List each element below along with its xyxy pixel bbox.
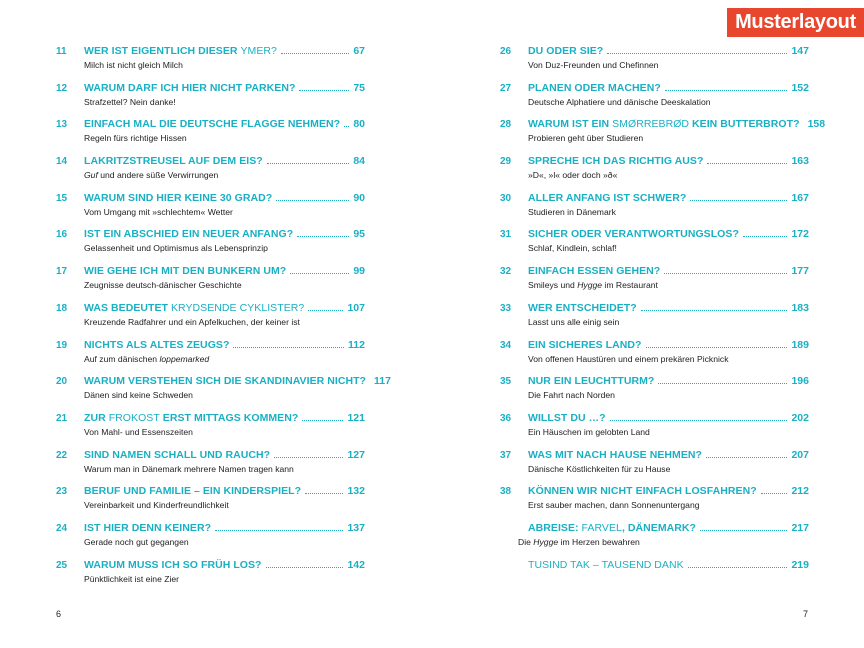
toc-entry (56, 302, 365, 339)
toc-entry (500, 375, 809, 412)
chapter-number: 28 (500, 119, 512, 131)
toc-entry (56, 155, 365, 192)
chapter-subtitle (528, 207, 809, 218)
toc-entry (500, 522, 809, 559)
chapter-subtitle (528, 97, 809, 108)
chapter-number: 18 (56, 302, 68, 314)
toc-entry (56, 485, 365, 522)
toc-entry (500, 559, 809, 596)
chapter-subtitle-segment: im Herzen bewahren (558, 536, 640, 547)
chapter-title-segment: IST EIN ABSCHIED EIN NEUER ANFANG? (84, 228, 294, 241)
toc-entry (500, 265, 809, 302)
chapter-title (84, 375, 366, 387)
chapter-title-segment: NICHTS ALS ALTES ZEUGS? (84, 338, 230, 351)
dot-leader (743, 235, 788, 237)
toc-entry-heading (500, 155, 809, 170)
chapter-title-segment: KEIN BUTTERBROT? (689, 118, 800, 131)
chapter-subtitle-segment: Zeugnisse deutsch-dänischer Geschichte (84, 280, 242, 291)
chapter-subtitle (84, 390, 365, 401)
dot-leader (297, 235, 349, 237)
toc-entry-heading (56, 192, 365, 207)
chapter-number: 31 (500, 229, 512, 241)
chapter-title-segment: NUR EIN LEUCHTTURM? (528, 375, 655, 388)
toc-entry-heading (56, 228, 365, 243)
chapter-page-number: 196 (791, 375, 809, 388)
chapter-subtitle (528, 500, 809, 511)
dot-leader (688, 566, 788, 568)
toc-entry-heading (56, 339, 365, 354)
chapter-subtitle (84, 133, 365, 144)
chapter-title (528, 118, 800, 130)
chapter-title-segment: ERST MITTAGS KOMMEN? (159, 411, 299, 424)
toc-entry (56, 192, 365, 229)
chapter-title-segment: WER IST EIGENTLICH DIESER (84, 45, 241, 57)
toc-entry-heading (56, 375, 391, 390)
dot-leader (707, 162, 787, 164)
musterlayout-badge: Musterlayout (727, 8, 864, 37)
chapter-title (528, 265, 660, 277)
chapter-page-number: 117 (374, 375, 391, 388)
dot-leader (302, 419, 343, 421)
toc-entry (500, 82, 809, 119)
chapter-page-number: 189 (791, 338, 809, 351)
chapter-subtitle-segment: Gelassenheit und Optimismus als Lebensprinzip (84, 243, 268, 254)
chapter-subtitle-segment: Kreuzende Radfahrer und ein Apfelkuchen, der keiner ist (84, 316, 300, 327)
chapter-number: 11 (56, 46, 67, 57)
chapter-title (84, 118, 340, 130)
toc-entry-heading (500, 559, 809, 574)
chapter-title-segment: WARUM SIND HIER KEINE 30 GRAD? (84, 191, 273, 204)
chapter-page-number: 67 (353, 45, 365, 57)
dot-leader (646, 346, 788, 348)
chapter-title (84, 302, 304, 314)
chapter-subtitle-segment: Ein Häuschen im gelobten Land (528, 426, 650, 437)
toc-entry-heading (56, 485, 365, 500)
dot-leader (607, 52, 787, 54)
chapter-page-number: 121 (347, 411, 365, 424)
chapter-subtitle-segment: »D«, »l« oder doch »ð« (528, 170, 618, 181)
chapter-page-number: 217 (791, 521, 809, 534)
dot-leader (308, 309, 343, 311)
chapter-number: 37 (500, 449, 512, 461)
chapter-title-segment: ZUR (84, 411, 109, 424)
dot-leader (658, 382, 787, 384)
chapter-title-danish-term: FARVEL (581, 521, 622, 534)
chapter-title-danish-term: SMØRREBRØD (612, 118, 690, 131)
toc-entry (56, 82, 365, 119)
chapter-title (528, 339, 642, 351)
chapter-subtitle-segment: und andere süße Verwirrungen (97, 170, 219, 181)
chapter-title (84, 155, 263, 167)
chapter-subtitle (528, 133, 809, 144)
dot-leader (706, 456, 788, 458)
chapter-subtitle-segment: Von Duz-Freunden und Chefinnen (528, 60, 659, 70)
chapter-subtitle-segment: Dänen sind keine Schweden (84, 390, 193, 401)
toc-entry-heading (56, 449, 365, 464)
dot-leader (215, 529, 343, 531)
chapter-title-segment: KÖNNEN WIR NICHT EINFACH LOSFAHREN? (528, 485, 757, 498)
chapter-title-segment: EINFACH MAL DIE DEUTSCHE FLAGGE NEHMEN? (84, 118, 341, 131)
dot-leader (641, 309, 788, 311)
chapter-subtitle-segment: Smileys und (528, 280, 578, 291)
chapter-title-danish-term: KRYDSENDE CYKLISTER? (171, 301, 305, 314)
chapter-number: 34 (500, 339, 512, 351)
chapter-subtitle-segment: Warum man in Dänemark mehrere Namen tragen kann (84, 463, 294, 474)
chapter-number: 33 (500, 302, 512, 314)
chapter-title-segment: DU ODER SIE? (528, 45, 604, 57)
chapter-subtitle-segment: im Restaurant (602, 280, 658, 291)
dot-leader (299, 89, 349, 91)
chapter-page-number: 219 (791, 558, 809, 571)
chapter-title (84, 412, 298, 424)
chapter-number: 17 (56, 266, 68, 278)
chapter-subtitle-segment: Milch ist nicht gleich Milch (84, 60, 183, 70)
chapter-number: 21 (56, 412, 68, 424)
chapter-subtitle (84, 280, 365, 291)
chapter-page-number: 137 (347, 521, 365, 534)
chapter-title-segment: WARUM IST EIN (528, 118, 613, 131)
chapter-number: 30 (500, 192, 512, 204)
toc-entry-heading (56, 559, 365, 574)
chapter-subtitle-segment: Deutsche Alphatiere und dänische Deeskalation (528, 96, 711, 107)
chapter-number: 27 (500, 82, 512, 94)
chapter-number: 12 (56, 82, 68, 94)
chapter-subtitle-segment: Strafzettel? Nein danke! (84, 96, 176, 107)
dot-leader (305, 492, 343, 494)
chapter-subtitle-segment: Vom Umgang mit »schlechtem« Wetter (84, 206, 233, 217)
toc-entry-heading (56, 118, 365, 133)
page-number-left: 6 (56, 609, 62, 619)
toc-entry-heading (56, 302, 365, 317)
chapter-subtitle-segment: Erst sauber machen, dann Sonnenuntergang (528, 500, 700, 511)
chapter-title-segment: WAS MIT NACH HAUSE NEHMEN? (528, 448, 702, 461)
chapter-subtitle-segment: Studieren in Dänemark (528, 206, 616, 217)
chapter-subtitle-segment: Regeln fürs richtige Hissen (84, 133, 187, 144)
toc-entry-heading (56, 155, 365, 170)
chapter-title-segment: SICHER ODER VERANTWORTUNGSLOS? (528, 228, 739, 241)
chapter-subtitle-segment: Pünktlichkeit ist eine Zier (84, 573, 180, 584)
chapter-number: 35 (500, 376, 512, 388)
chapter-title (84, 339, 229, 351)
toc-entry-heading (500, 302, 809, 317)
chapter-subtitle-segment: Von Mahl- und Essenszeiten (84, 426, 193, 437)
toc-entry (56, 375, 391, 412)
toc-entry (500, 449, 809, 486)
chapter-page-number: 127 (347, 448, 365, 461)
dot-leader (276, 199, 349, 201)
toc-entry (56, 412, 365, 449)
dot-leader (700, 529, 787, 531)
toc-entry (500, 118, 826, 155)
chapter-title-segment: WAS BEDEUTET (84, 301, 171, 314)
chapter-subtitle (528, 464, 809, 475)
chapter-title-segment: PLANEN ODER MACHEN? (528, 81, 661, 94)
toc-entry-heading (500, 449, 809, 464)
chapter-subtitle-italic: Guf (84, 170, 98, 181)
chapter-title (84, 228, 293, 240)
chapter-title (528, 45, 603, 57)
chapter-subtitle-segment: Schlaf, Kindlein, schlaf! (528, 243, 617, 254)
toc-entry-heading (500, 522, 809, 537)
chapter-subtitle (84, 500, 365, 511)
chapter-number: 32 (500, 266, 512, 278)
toc-entry-heading (56, 265, 365, 280)
chapter-subtitle-italic: Hygge (577, 280, 603, 291)
chapter-page-number: 152 (791, 81, 809, 94)
chapter-page-number: 212 (791, 485, 809, 498)
chapter-title (84, 449, 270, 461)
toc-entry-heading (500, 265, 809, 280)
chapter-title-segment: BERUF UND FAMILIE – EIN KINDERSPIEL? (84, 485, 302, 498)
chapter-page-number: 158 (807, 118, 826, 131)
chapter-title (528, 522, 696, 534)
toc-entry-heading (500, 192, 809, 207)
chapter-title (528, 449, 702, 461)
chapter-subtitle (84, 464, 365, 475)
chapter-subtitle (528, 354, 809, 365)
toc-entry (500, 228, 809, 265)
chapter-page-number: 90 (353, 191, 365, 204)
chapter-subtitle (528, 60, 809, 71)
toc-entry (56, 118, 365, 155)
toc-entry-heading (500, 485, 809, 500)
chapter-title (84, 45, 277, 57)
chapter-number: 25 (56, 559, 68, 571)
chapter-subtitle (528, 170, 809, 181)
chapter-number: 29 (500, 156, 512, 168)
chapter-title (84, 485, 301, 497)
dot-leader (281, 52, 349, 54)
chapter-subtitle-segment: Von offenen Haustüren und einem prekären Picknick (528, 353, 729, 364)
toc-entry (500, 485, 809, 522)
chapter-subtitle-segment: Auf zum dänischen (84, 353, 160, 364)
dot-leader (274, 456, 343, 458)
chapter-number: 13 (56, 119, 68, 131)
toc-entry (500, 412, 809, 449)
chapter-subtitle (84, 574, 365, 585)
chapter-number: 36 (500, 412, 512, 424)
chapter-page-number: 107 (347, 301, 365, 314)
chapter-page-number: 163 (791, 155, 809, 168)
toc-left-column (56, 45, 391, 595)
dot-leader (290, 272, 349, 274)
chapter-subtitle (84, 97, 365, 108)
toc-entry-heading (500, 339, 809, 354)
chapter-title (528, 155, 703, 167)
chapter-title (528, 82, 661, 94)
chapter-subtitle-segment: Probieren geht über Studieren (528, 133, 644, 144)
chapter-page-number: 147 (791, 45, 809, 57)
chapter-title (528, 375, 654, 387)
chapter-number: 20 (56, 376, 68, 388)
toc-entry (500, 155, 809, 192)
chapter-title-segment: WER ENTSCHEIDET? (528, 301, 637, 314)
chapter-page-number: 132 (347, 485, 365, 498)
chapter-subtitle (84, 60, 365, 71)
page-number-right: 7 (803, 609, 809, 619)
chapter-subtitle-italic: loppemarked (159, 353, 210, 364)
toc-entry (56, 228, 365, 265)
chapter-title-segment: WARUM VERSTEHEN SICH DIE SKANDINAVIER NICHT? (84, 375, 367, 388)
toc-entry-heading (500, 375, 809, 390)
dot-leader (233, 346, 344, 348)
chapter-number: 24 (56, 522, 68, 534)
dot-leader (344, 125, 349, 127)
chapter-page-number: 142 (347, 558, 365, 571)
toc-right-column (500, 45, 826, 595)
toc-entry (56, 339, 365, 376)
toc-entry-heading (500, 228, 809, 243)
toc-entry-heading (500, 118, 826, 133)
toc-entry (56, 45, 365, 82)
chapter-title (84, 559, 262, 571)
toc-entry-heading (500, 45, 809, 60)
chapter-title-danish-term: TUSIND TAK (528, 558, 590, 571)
chapter-subtitle-segment: Die Fahrt nach Norden (528, 390, 615, 401)
toc-entry-heading (56, 522, 365, 537)
toc-entry (500, 339, 809, 376)
chapter-title-segment: WARUM MUSS ICH SO FRÜH LOS? (84, 558, 262, 571)
chapter-page-number: 80 (353, 118, 365, 131)
chapter-number: 19 (56, 339, 68, 351)
chapter-subtitle (528, 280, 809, 291)
chapter-subtitle (84, 243, 365, 254)
chapter-subtitle (528, 243, 809, 254)
chapter-title (84, 82, 295, 94)
dot-leader (610, 419, 788, 421)
chapter-number: 15 (56, 192, 68, 204)
chapter-title-segment: WILLST DU …? (528, 411, 606, 424)
chapter-page-number: 167 (791, 191, 809, 204)
chapter-title-segment: EIN SICHERES LAND? (528, 338, 642, 351)
chapter-title (84, 192, 272, 204)
chapter-subtitle (528, 390, 809, 401)
chapter-subtitle-italic: Hygge (533, 536, 559, 547)
toc-entry-heading (500, 412, 809, 427)
chapter-title-segment: SIND NAMEN SCHALL UND RAUCH? (84, 448, 271, 461)
chapter-page-number: 112 (348, 338, 365, 351)
chapter-title-segment: , DÄNEMARK? (621, 521, 696, 534)
chapter-subtitle-segment: Vereinbarkeit und Kinderfreundlichkeit (84, 500, 229, 511)
chapter-title (528, 228, 739, 240)
chapter-subtitle-segment: Lasst uns alle einig sein (528, 316, 620, 327)
chapter-title-segment: EINFACH ESSEN GEHEN? (528, 265, 661, 278)
chapter-subtitle (84, 207, 365, 218)
chapter-page-number: 99 (353, 265, 365, 278)
chapter-number: 14 (56, 156, 68, 168)
chapter-title-segment: ABREISE: (528, 521, 582, 534)
toc-entry (56, 522, 365, 559)
chapter-subtitle (528, 317, 809, 328)
toc-entry (56, 449, 365, 486)
dot-leader (664, 272, 787, 274)
chapter-subtitle-segment: Gerade noch gut gegangen (84, 536, 189, 547)
toc-entry (500, 302, 809, 339)
chapter-number: 26 (500, 46, 512, 57)
chapter-title (528, 302, 637, 314)
chapter-title (528, 412, 606, 424)
chapter-page-number: 95 (353, 228, 365, 241)
chapter-title (528, 485, 757, 497)
chapter-number: 16 (56, 229, 68, 241)
toc-entry-heading (56, 412, 365, 427)
toc-entry (500, 45, 809, 82)
chapter-subtitle-segment: Die (518, 536, 534, 547)
chapter-page-number: 177 (791, 265, 809, 278)
chapter-title (84, 265, 286, 277)
chapter-title-segment: WARUM DARF ICH HIER NICHT PARKEN? (84, 81, 296, 94)
chapter-title-segment: ALLER ANFANG IST SCHWER? (528, 191, 687, 204)
chapter-subtitle (518, 537, 809, 548)
toc-entry-heading (500, 82, 809, 97)
chapter-subtitle (84, 170, 365, 181)
chapter-page-number: 75 (353, 81, 365, 94)
chapter-number: 38 (500, 486, 512, 498)
chapter-title-danish-term: YMER? (240, 45, 277, 57)
chapter-page-number: 183 (791, 301, 809, 314)
toc-entry (56, 265, 365, 302)
chapter-subtitle (84, 317, 365, 328)
chapter-subtitle-segment: Dänische Köstlichkeiten für zu Hause (528, 463, 671, 474)
chapter-page-number: 84 (353, 155, 365, 168)
dot-leader (761, 492, 788, 494)
toc-entry (500, 192, 809, 229)
dot-leader (665, 89, 788, 91)
chapter-subtitle (84, 354, 365, 365)
chapter-title (528, 192, 686, 204)
chapter-title-segment: – TAUSEND DANK (589, 558, 684, 571)
toc-entry (56, 559, 365, 596)
chapter-title-segment: LAKRITZSTREUSEL AUF DEM EIS? (84, 155, 263, 168)
chapter-subtitle (528, 427, 809, 438)
chapter-subtitle (84, 537, 365, 548)
chapter-number: 22 (56, 449, 68, 461)
chapter-page-number: 207 (791, 448, 809, 461)
chapter-title (528, 559, 684, 571)
chapter-number: 23 (56, 486, 68, 498)
chapter-page-number: 202 (791, 411, 809, 424)
chapter-subtitle (84, 427, 365, 438)
chapter-title-segment: IST HIER DENN KEINER? (84, 521, 212, 534)
dot-leader (266, 566, 344, 568)
chapter-page-number: 172 (791, 228, 809, 241)
toc-entry-heading (56, 82, 365, 97)
chapter-title-segment: WIE GEHE ICH MIT DEN BUNKERN UM? (84, 265, 287, 278)
toc-entry-heading (56, 45, 365, 60)
chapter-title-segment: SPRECHE ICH DAS RICHTIG AUS? (528, 155, 704, 168)
dot-leader (690, 199, 787, 201)
chapter-title (84, 522, 211, 534)
dot-leader (267, 162, 350, 164)
chapter-title-danish-term: FROKOST (108, 411, 160, 424)
